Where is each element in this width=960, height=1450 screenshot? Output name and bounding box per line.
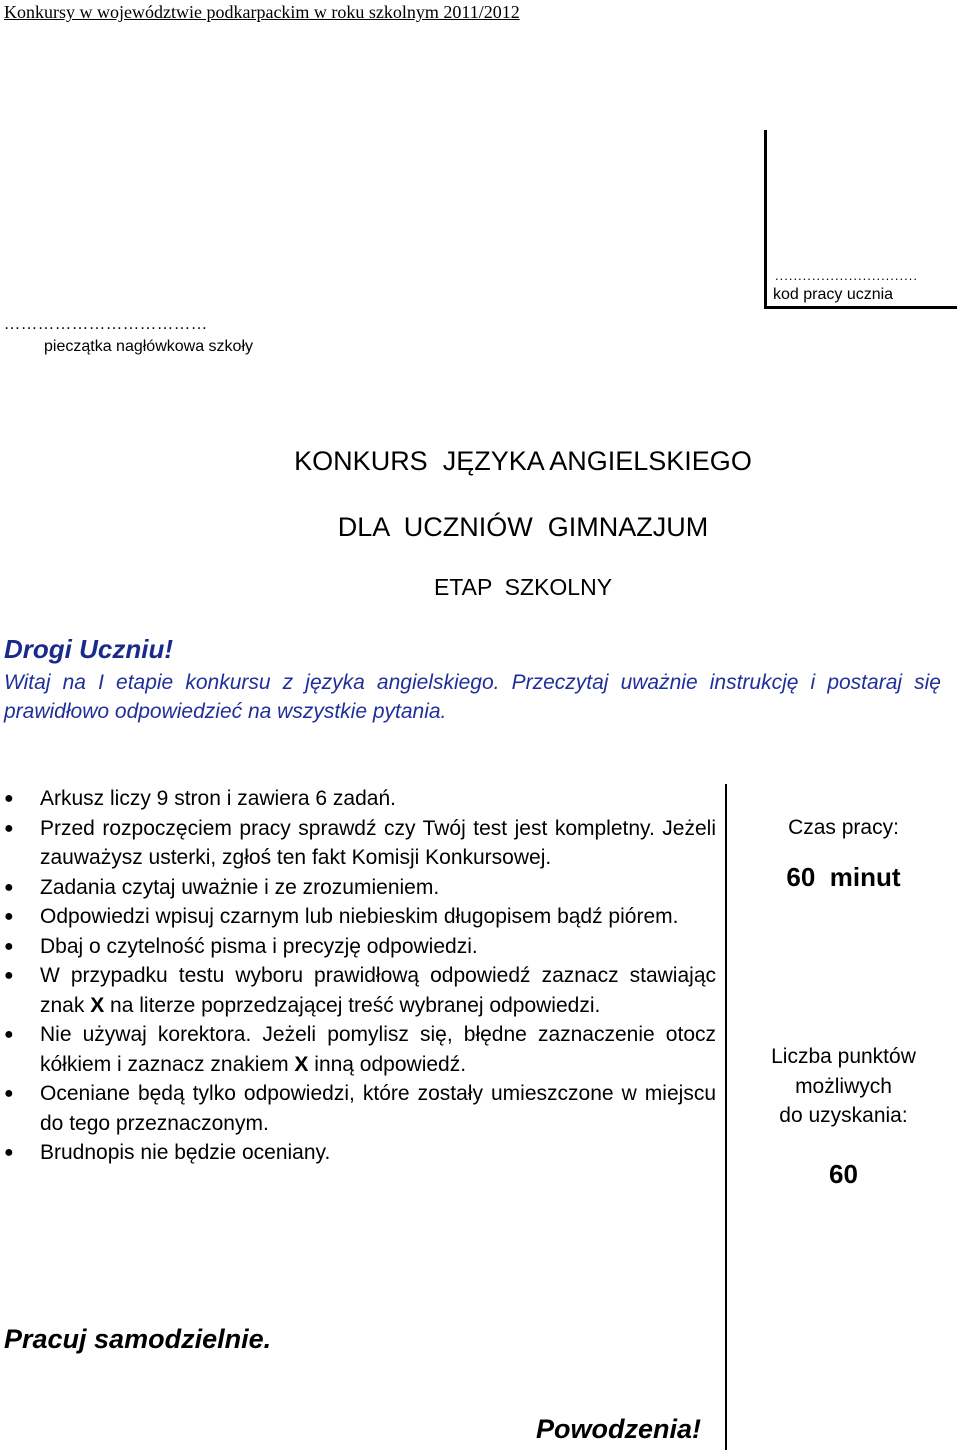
school-stamp-dots: ……………………………… — [4, 316, 208, 333]
bullet-icon: ● — [4, 1144, 14, 1161]
list-item — [0, 814, 716, 873]
rule-text: inną odpowiedź. — [308, 1052, 467, 1076]
x-mark: X — [90, 993, 105, 1017]
rule-text: Oceniane będą tylko odpowiedzi, które zostały umieszczone w miejscu do tego przeznaczonym. — [40, 1082, 716, 1135]
document-header-title: Konkursy w województwie podkarpackim w roku szkolnym 2011/2012 — [4, 2, 520, 22]
contest-audience: DLA UCZNIÓW GIMNAZJUM — [337, 512, 709, 542]
list-item — [0, 873, 716, 903]
list-item — [0, 1020, 716, 1079]
time-label: Czas pracy: — [788, 816, 899, 839]
rule-text: na literze poprzedzającej treść wybranej odpowiedzi. — [104, 993, 601, 1017]
rule-text: Brudnopis nie będzie oceniany. — [40, 1141, 331, 1164]
points-value: 60 — [829, 1159, 858, 1189]
bullet-icon: ● — [4, 878, 14, 896]
rule-text: Arkusz liczy 9 stron i zawiera 6 zadań. — [40, 787, 396, 810]
good-luck-note: Powodzenia! — [536, 1414, 702, 1444]
work-alone-note: Pracuj samodzielnie. — [4, 1324, 272, 1354]
bullet-icon: ● — [4, 1026, 14, 1043]
rule-text: Zadania czytaj uważnie i ze zrozumieniem. — [40, 875, 440, 899]
bullet-icon: ● — [4, 908, 14, 925]
points-label-line: możliwych — [795, 1074, 892, 1098]
list-item — [0, 932, 716, 962]
bullet-icon: ● — [4, 790, 14, 807]
rule-text: W przypadku testu wyboru prawidłową odpowiedź zaznacz stawiając znak — [40, 964, 716, 1017]
instructions-list — [0, 784, 716, 1168]
time-value: 60 minut — [786, 862, 901, 892]
rule-text: Dbaj o czytelność pisma i precyzję odpowiedzi. — [40, 934, 478, 958]
school-stamp-label: pieczątka nagłówkowa szkoły — [44, 338, 253, 355]
student-code-label: kod pracy ucznia — [773, 286, 894, 303]
list-item — [0, 1138, 716, 1168]
student-code-dots: ............................... — [775, 268, 918, 283]
rule-text: Nie używaj korektora. Jeżeli pomylisz się, błędne zaznaczenie otocz kółkiem i zaznacz znakiem — [40, 1023, 716, 1076]
contest-title: KONKURS JĘZYKA ANGIELSKIEGO — [294, 446, 752, 476]
greeting-title: Drogi Uczniu! — [4, 634, 173, 664]
rule-text: Przed rozpoczęciem pracy sprawdź czy Twój test jest kompletny. Jeżeli zauważysz usterki, zgłoś ten fakt Komisji Konkursowej. — [40, 816, 716, 869]
points-label — [727, 1042, 960, 1131]
contest-stage: ETAP SZKOLNY — [433, 574, 613, 600]
list-item — [0, 784, 716, 814]
bullet-icon: ● — [4, 819, 14, 837]
greeting-text: Witaj na I etapie konkursu z języka angielskiego. Przeczytaj uważnie instrukcję i postaraj się prawidłowo odpowiedzieć na wszystkie pytania. — [4, 671, 941, 723]
bullet-icon: ● — [4, 1085, 14, 1102]
x-mark: X — [294, 1052, 309, 1076]
list-item — [0, 902, 716, 932]
points-label-line: do uzyskania: — [779, 1104, 908, 1127]
bullet-icon: ● — [4, 967, 14, 984]
bullet-icon: ● — [4, 937, 14, 955]
points-label-line: Liczba punktów — [771, 1045, 916, 1068]
rule-text: Odpowiedzi wpisuj czarnym lub niebieskim długopisem bądź piórem. — [40, 905, 679, 928]
list-item — [0, 1079, 716, 1138]
list-item — [0, 961, 716, 1020]
